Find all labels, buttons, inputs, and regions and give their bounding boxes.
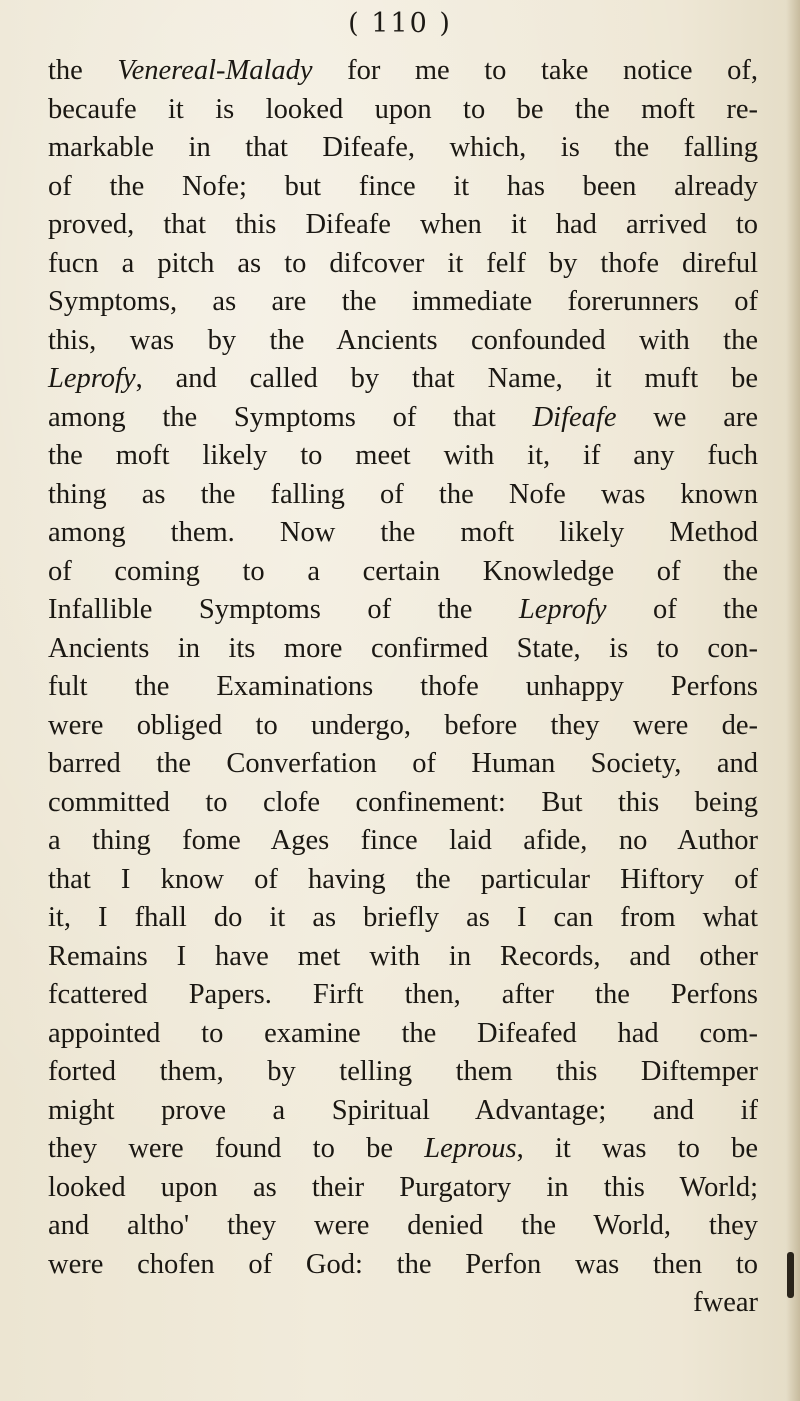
- text-line: [48, 553, 758, 592]
- text-run: proved, that this Difeafe when it had arrived to: [48, 209, 758, 240]
- text-line: [48, 668, 758, 707]
- text-line: [48, 1130, 758, 1169]
- ink-blot: [787, 1252, 794, 1298]
- text-run: and altho' they were denied the World, they: [48, 1210, 758, 1241]
- text-line: [48, 245, 758, 284]
- text-run: , it was to be: [516, 1133, 758, 1164]
- text-run: the: [48, 55, 118, 86]
- text-run: committed to clofe confinement: But this being: [48, 786, 758, 818]
- text-run: it, I fhall do it as briefly as I can from what: [48, 902, 758, 933]
- page-number: ( 110 ): [348, 8, 452, 39]
- text-run: fucn a pitch as to difcover it felf by thofe direful: [48, 247, 758, 279]
- text-line: [48, 399, 758, 438]
- text-run: , and called by that Name, it muft be: [135, 363, 758, 394]
- italic-term: Leprofy: [518, 594, 607, 625]
- text-run: thing as the falling of the Nofe was known: [48, 478, 758, 510]
- text-run: looked upon as their Purgatory in this World;: [48, 1171, 758, 1203]
- text-line: [48, 514, 758, 553]
- text-line: [48, 129, 758, 168]
- text-run: of the: [606, 594, 758, 625]
- text-run: Remains I have met with in Records, and other: [48, 940, 758, 972]
- text-run: barred the Converfation of Human Society, and: [48, 748, 758, 779]
- text-run: appointed to examine the Difeafed had com-: [48, 1017, 758, 1049]
- text-line: [48, 976, 758, 1015]
- text-run: of coming to a certain Knowledge of the: [48, 555, 758, 587]
- text-run: the moft likely to meet with it, if any fuch: [48, 440, 758, 471]
- italic-term: Leprous: [424, 1133, 517, 1164]
- text-line: [48, 1092, 758, 1131]
- text-line: [48, 591, 758, 630]
- text-run: for me to take notice of,: [312, 55, 758, 86]
- italic-term: Venereal-Malady: [117, 55, 313, 86]
- text-line: [48, 168, 758, 207]
- text-line: [48, 1207, 758, 1246]
- text-line: [48, 52, 758, 91]
- text-run: were chofen of God: the Perfon was then to: [48, 1248, 758, 1280]
- text-line: [48, 1246, 758, 1285]
- text-run: Symptoms, as are the immediate forerunners of: [48, 286, 758, 317]
- text-run: fwear: [693, 1287, 758, 1318]
- text-run: that I know of having the particular Hiftory of: [48, 863, 758, 895]
- text-line: [48, 938, 758, 977]
- text-run: among them. Now the moft likely Method: [48, 517, 758, 548]
- text-line: [48, 1169, 758, 1208]
- text-line: [48, 1015, 758, 1054]
- text-line: [48, 707, 758, 746]
- text-run: fult the Examinations thofe unhappy Perfons: [48, 671, 758, 702]
- text-run: Ancients in its more confirmed State, is to con-: [48, 632, 758, 664]
- text-line: [48, 1053, 758, 1092]
- text-run: they were found to be: [48, 1133, 425, 1164]
- text-line: [48, 745, 758, 784]
- page-edge-shadow: [786, 0, 800, 1401]
- text-line: [48, 476, 758, 515]
- body-text: [48, 52, 758, 1323]
- text-run: forted them, by telling them this Diftemper: [48, 1056, 758, 1087]
- text-run: markable in that Difeafe, which, is the falling: [48, 132, 758, 163]
- text-run: this, was by the Ancients confounded with the: [48, 324, 758, 356]
- text-line: [48, 283, 758, 322]
- italic-term: Difeafe: [532, 401, 617, 433]
- text-line: [48, 784, 758, 823]
- text-run: becaufe it is looked upon to be the moft re-: [48, 93, 758, 125]
- text-line: [48, 861, 758, 900]
- text-line: [48, 630, 758, 669]
- text-line: [48, 1284, 758, 1323]
- text-line: [48, 322, 758, 361]
- text-run: might prove a Spiritual Advantage; and if: [48, 1094, 758, 1126]
- text-line: [48, 91, 758, 130]
- text-run: Infallible Symptoms of the: [48, 594, 519, 625]
- italic-term: Leprofy: [48, 363, 136, 394]
- text-line: [48, 822, 758, 861]
- text-run: a thing fome Ages fince laid afide, no Author: [48, 825, 758, 856]
- text-line: [48, 899, 758, 938]
- text-run: of the Nofe; but fince it has been already: [48, 170, 758, 202]
- text-line: [48, 360, 758, 399]
- text-run: were obliged to undergo, before they were de-: [48, 709, 758, 741]
- text-run: among the Symptoms of that: [48, 401, 533, 433]
- text-line: [48, 206, 758, 245]
- text-run: fcattered Papers. Firft then, after the Perfons: [48, 979, 758, 1010]
- text-line: [48, 437, 758, 476]
- text-run: we are: [616, 401, 758, 433]
